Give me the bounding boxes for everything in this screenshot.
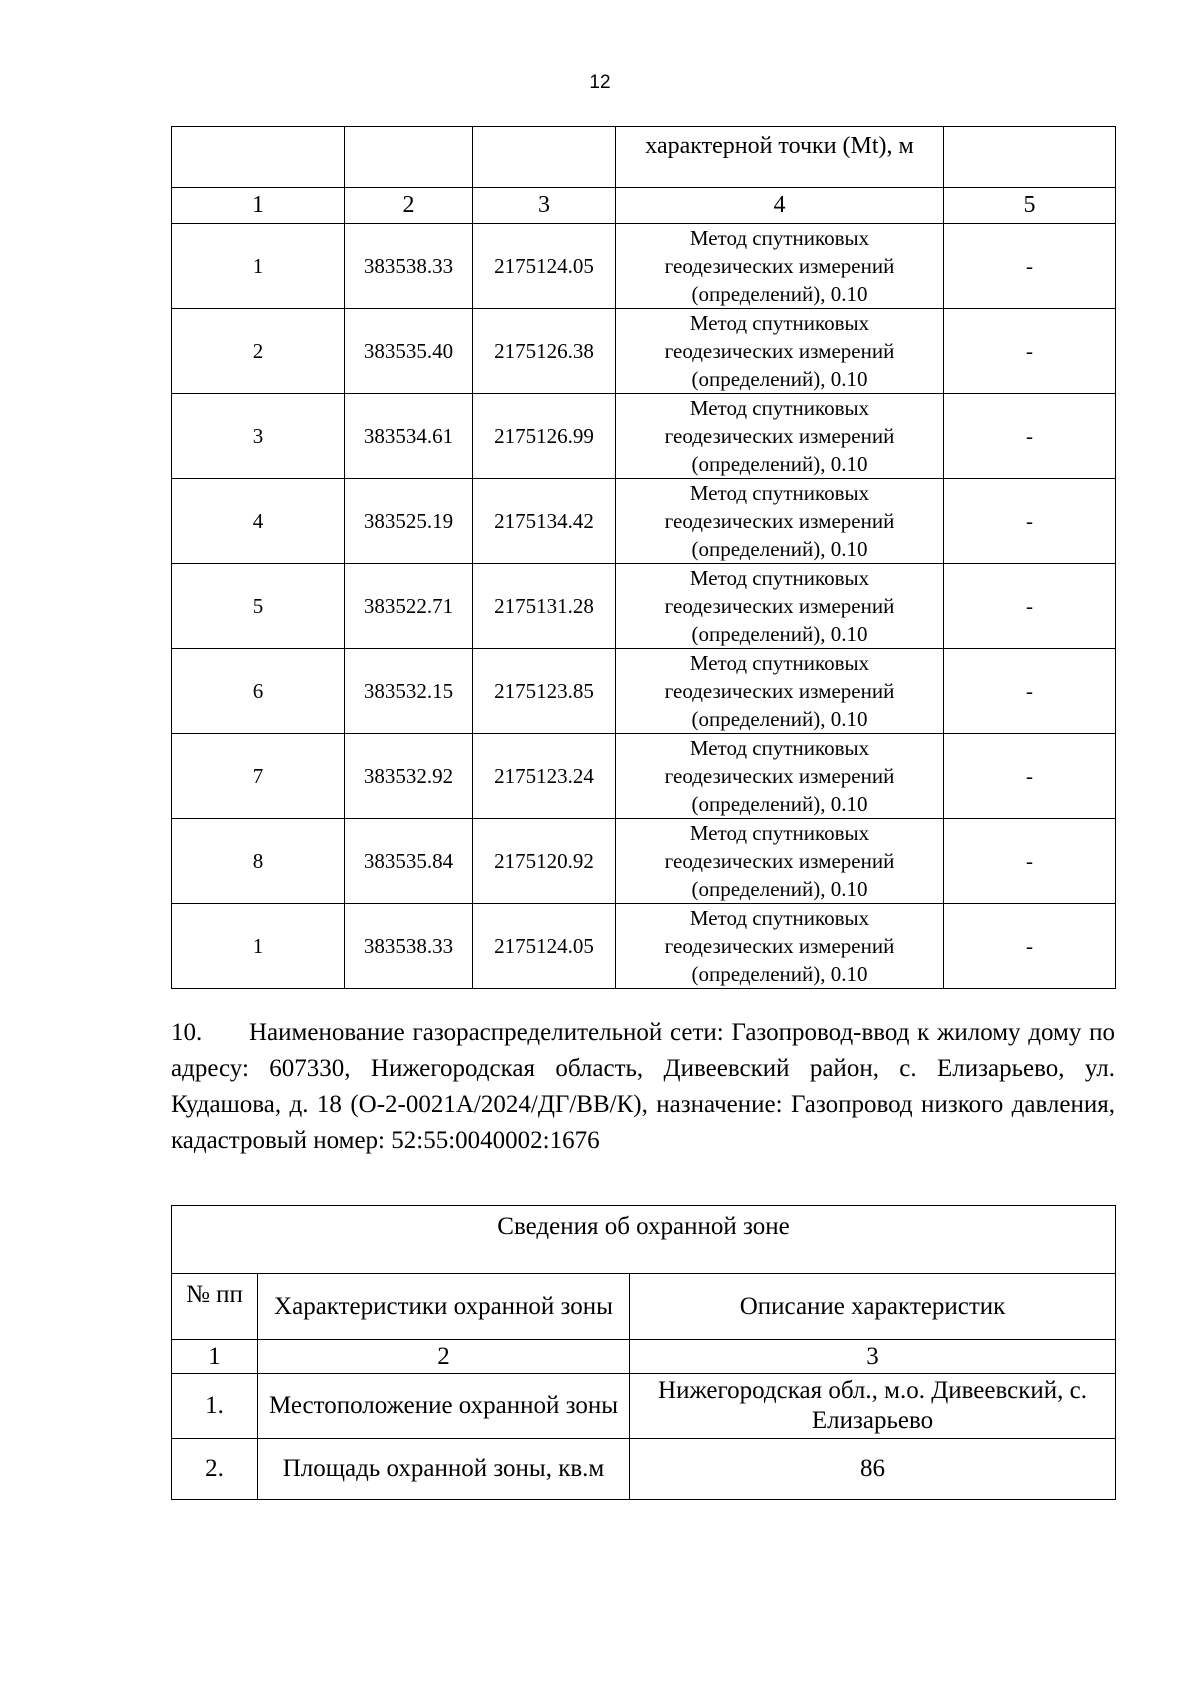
y-coordinate: 2175134.42 — [473, 479, 616, 564]
method-line: (определений), 0.10 — [691, 282, 868, 306]
table-row — [172, 1439, 1116, 1500]
method-description — [616, 309, 944, 394]
method-line: (определений), 0.10 — [691, 367, 868, 391]
method-line: Метод спутниковых — [689, 226, 870, 250]
table-row — [172, 479, 1116, 564]
method-line: (определений), 0.10 — [691, 537, 868, 561]
row-description: Нижегородская обл., м.о. Дивеевский, с. Елизарьево — [630, 1374, 1116, 1439]
method-description — [616, 479, 944, 564]
point-number: 5 — [172, 564, 345, 649]
point-number: 1 — [172, 224, 345, 309]
column-number: 4 — [616, 188, 944, 224]
table-row — [172, 734, 1116, 819]
point-number: 7 — [172, 734, 345, 819]
method-line: Метод спутниковых — [689, 481, 870, 505]
paragraph-number: 10. — [171, 1019, 203, 1046]
point-number: 4 — [172, 479, 345, 564]
note-cell: - — [944, 819, 1116, 904]
method-line: Метод спутниковых — [689, 736, 870, 760]
method-description — [616, 564, 944, 649]
table-row — [172, 904, 1116, 989]
y-coordinate: 2175120.92 — [473, 819, 616, 904]
table-header-row — [172, 127, 1116, 188]
table-row — [172, 394, 1116, 479]
column-number: 1 — [172, 1340, 258, 1374]
method-line: геодезических измерений — [664, 594, 895, 618]
method-line: геодезических измерений — [664, 509, 895, 533]
method-description — [616, 819, 944, 904]
table-row — [172, 1374, 1116, 1439]
row-num: 1. — [172, 1374, 258, 1439]
table-row — [172, 564, 1116, 649]
method-line: геодезических измерений — [664, 339, 895, 363]
method-line: (определений), 0.10 — [691, 622, 868, 646]
zone-table-title: Сведения об охранной зоне — [172, 1206, 1116, 1274]
note-cell: - — [944, 394, 1116, 479]
x-coordinate: 383532.15 — [345, 649, 473, 734]
table-row — [172, 309, 1116, 394]
note-cell: - — [944, 649, 1116, 734]
x-coordinate: 383535.40 — [345, 309, 473, 394]
x-coordinate: 383538.33 — [345, 904, 473, 989]
column-number: 3 — [630, 1340, 1116, 1374]
row-characteristic: Площадь охранной зоны, кв.м — [258, 1439, 630, 1500]
method-line: (определений), 0.10 — [691, 792, 868, 816]
point-number: 8 — [172, 819, 345, 904]
method-description — [616, 649, 944, 734]
column-number: 5 — [944, 188, 1116, 224]
column-number: 3 — [473, 188, 616, 224]
y-coordinate: 2175123.85 — [473, 649, 616, 734]
y-coordinate: 2175124.05 — [473, 224, 616, 309]
method-line: Метод спутниковых — [689, 566, 870, 590]
x-coordinate: 383525.19 — [345, 479, 473, 564]
y-coordinate: 2175126.38 — [473, 309, 616, 394]
header-num: № пп — [172, 1274, 258, 1340]
x-coordinate: 383535.84 — [345, 819, 473, 904]
method-line: геодезических измерений — [664, 679, 895, 703]
y-coordinate: 2175123.24 — [473, 734, 616, 819]
table-row — [172, 819, 1116, 904]
x-coordinate: 383538.33 — [345, 224, 473, 309]
coordinates-table — [171, 126, 1116, 989]
method-line: Метод спутниковых — [689, 906, 870, 930]
protection-zone-table — [171, 1205, 1116, 1500]
method-line: Метод спутниковых — [689, 651, 870, 675]
method-line: геодезических измерений — [664, 934, 895, 958]
column-number: 1 — [172, 188, 345, 224]
note-cell: - — [944, 904, 1116, 989]
note-cell: - — [944, 564, 1116, 649]
x-coordinate: 383522.71 — [345, 564, 473, 649]
row-characteristic: Местоположение охранной зоны — [258, 1374, 630, 1439]
y-coordinate: 2175124.05 — [473, 904, 616, 989]
x-coordinate: 383532.92 — [345, 734, 473, 819]
method-line: (определений), 0.10 — [691, 877, 868, 901]
note-cell: - — [944, 734, 1116, 819]
method-line: Метод спутниковых — [689, 821, 870, 845]
page-number: 12 — [589, 72, 611, 93]
point-number: 6 — [172, 649, 345, 734]
column-number: 2 — [258, 1340, 630, 1374]
x-coordinate: 383534.61 — [345, 394, 473, 479]
paragraph-text: Наименование газораспределительной сети: Газопровод-ввод к жилому дому по адресу: 607330, Нижегородская область, Дивеевский район, с. Елизарьево, ул. Кудашова, д. 18 (О-2-0021А/2024/ДГ/ВВ/К), назначение: Газопровод низкого давления, кадастровый номер: 52:55:0040002:1676 — [171, 1019, 1115, 1154]
method-line: геодезических измерений — [664, 424, 895, 448]
method-line: Метод спутниковых — [689, 396, 870, 420]
y-coordinate: 2175126.99 — [473, 394, 616, 479]
header-characteristic: Характеристики охранной зоны — [258, 1274, 630, 1340]
network-description-paragraph — [171, 1015, 1115, 1159]
point-number: 3 — [172, 394, 345, 479]
header-description: Описание характеристик — [630, 1274, 1116, 1340]
point-number: 1 — [172, 904, 345, 989]
method-line: геодезических измерений — [664, 764, 895, 788]
table-row — [172, 649, 1116, 734]
row-num: 2. — [172, 1439, 258, 1500]
method-line: (определений), 0.10 — [691, 452, 868, 476]
note-cell: - — [944, 309, 1116, 394]
method-line: (определений), 0.10 — [691, 707, 868, 731]
method-line: геодезических измерений — [664, 849, 895, 873]
note-cell: - — [944, 224, 1116, 309]
header-method-fragment: характерной точки (Mt), м — [616, 127, 944, 188]
method-line: (определений), 0.10 — [691, 962, 868, 986]
table-row — [172, 224, 1116, 309]
zone-column-numbers-row — [172, 1340, 1116, 1374]
y-coordinate: 2175131.28 — [473, 564, 616, 649]
method-line: геодезических измерений — [664, 254, 895, 278]
column-numbers-row — [172, 188, 1116, 224]
method-description — [616, 394, 944, 479]
method-line: Метод спутниковых — [689, 311, 870, 335]
method-description — [616, 734, 944, 819]
method-description — [616, 904, 944, 989]
method-description — [616, 224, 944, 309]
note-cell: - — [944, 479, 1116, 564]
point-number: 2 — [172, 309, 345, 394]
zone-table-header-row — [172, 1274, 1116, 1340]
column-number: 2 — [345, 188, 473, 224]
row-description: 86 — [630, 1439, 1116, 1500]
